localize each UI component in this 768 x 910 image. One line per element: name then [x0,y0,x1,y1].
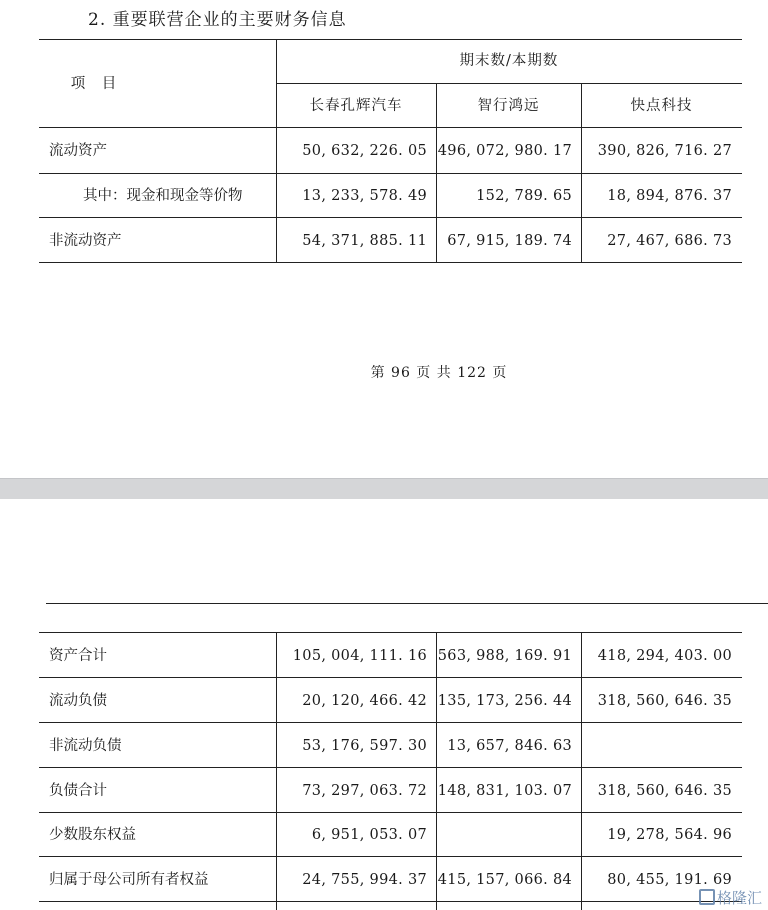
watermark-logo-icon [699,889,715,905]
row-label: 其中：现金和现金等价物 [83,188,243,204]
section-heading: 2. 重要联营企业的主要财务信息 [88,10,347,30]
column-rule [436,632,437,910]
header-col-2: 智行鸿远 [477,98,540,114]
header-split-rule [276,83,742,84]
row-label: 少数股东权益 [49,827,136,843]
row-label: 流动负债 [49,693,107,709]
cell-value: 390, 826, 716. 27 [597,143,732,159]
table-bottom-rule [39,262,742,263]
cell-value: 50, 632, 226. 05 [302,143,427,159]
table-top-rule [39,632,742,633]
row-label: 非流动资产 [49,233,122,249]
row-rule [39,217,742,218]
table-top-rule [39,39,742,40]
cell-value: 318, 560, 646. 35 [597,693,732,709]
cell-value: 54, 371, 885. 11 [302,233,427,249]
row-label: 非流动负债 [49,738,122,754]
watermark [699,887,762,908]
cell-value: 563, 988, 169. 91 [437,648,572,664]
cell-value: 27, 467, 686. 73 [607,233,732,249]
cell-value: 67, 915, 189. 74 [447,233,572,249]
row-rule [39,677,742,678]
cell-value: 19, 278, 564. 96 [607,827,732,843]
cell-value: 496, 072, 980. 17 [437,143,572,159]
cell-value: 152, 789. 65 [476,188,572,204]
column-rule [581,632,582,910]
header-period: 期末数/本期数 [459,53,559,69]
cell-value: 318, 560, 646. 35 [597,783,732,799]
row-label: 流动资产 [49,143,107,159]
header-item: 项 目 [70,76,118,92]
row-label: 资产合计 [49,648,107,664]
page-top-rule [46,603,768,604]
header-col-3: 快点科技 [630,98,693,114]
row-label: 归属于母公司所有者权益 [49,872,209,888]
row-rule [39,173,742,174]
cell-value: 18, 894, 876. 37 [607,188,732,204]
page-footer: 第 96 页 共 122 页 [370,365,508,381]
page-separator [0,478,768,499]
header-bottom-rule [39,127,742,128]
cell-value: 80, 455, 191. 69 [607,872,732,888]
cell-value: 24, 755, 994. 37 [302,872,427,888]
cell-value: 20, 120, 466. 42 [302,693,427,709]
row-label: 负债合计 [49,783,107,799]
cell-value: 135, 173, 256. 44 [437,693,572,709]
row-rule [39,767,742,768]
row-rule [39,812,742,813]
cell-value: 13, 657, 846. 63 [447,738,572,754]
cell-value: 418, 294, 403. 00 [597,648,732,664]
row-rule [39,722,742,723]
cell-value: 148, 831, 103. 07 [437,783,572,799]
header-col-1: 长春孔辉汽车 [309,98,403,114]
watermark-text: 格隆汇 [716,889,762,907]
cell-value: 53, 176, 597. 30 [302,738,427,754]
row-rule [39,901,742,902]
column-rule [276,632,277,910]
cell-value: 73, 297, 063. 72 [302,783,427,799]
cell-value: 13, 233, 578. 49 [302,188,427,204]
cell-value: 415, 157, 066. 84 [437,872,572,888]
document-page-97 [0,499,768,910]
cell-value: 6, 951, 053. 07 [311,827,427,843]
cell-value: 105, 004, 111. 16 [292,648,427,664]
row-rule [39,856,742,857]
